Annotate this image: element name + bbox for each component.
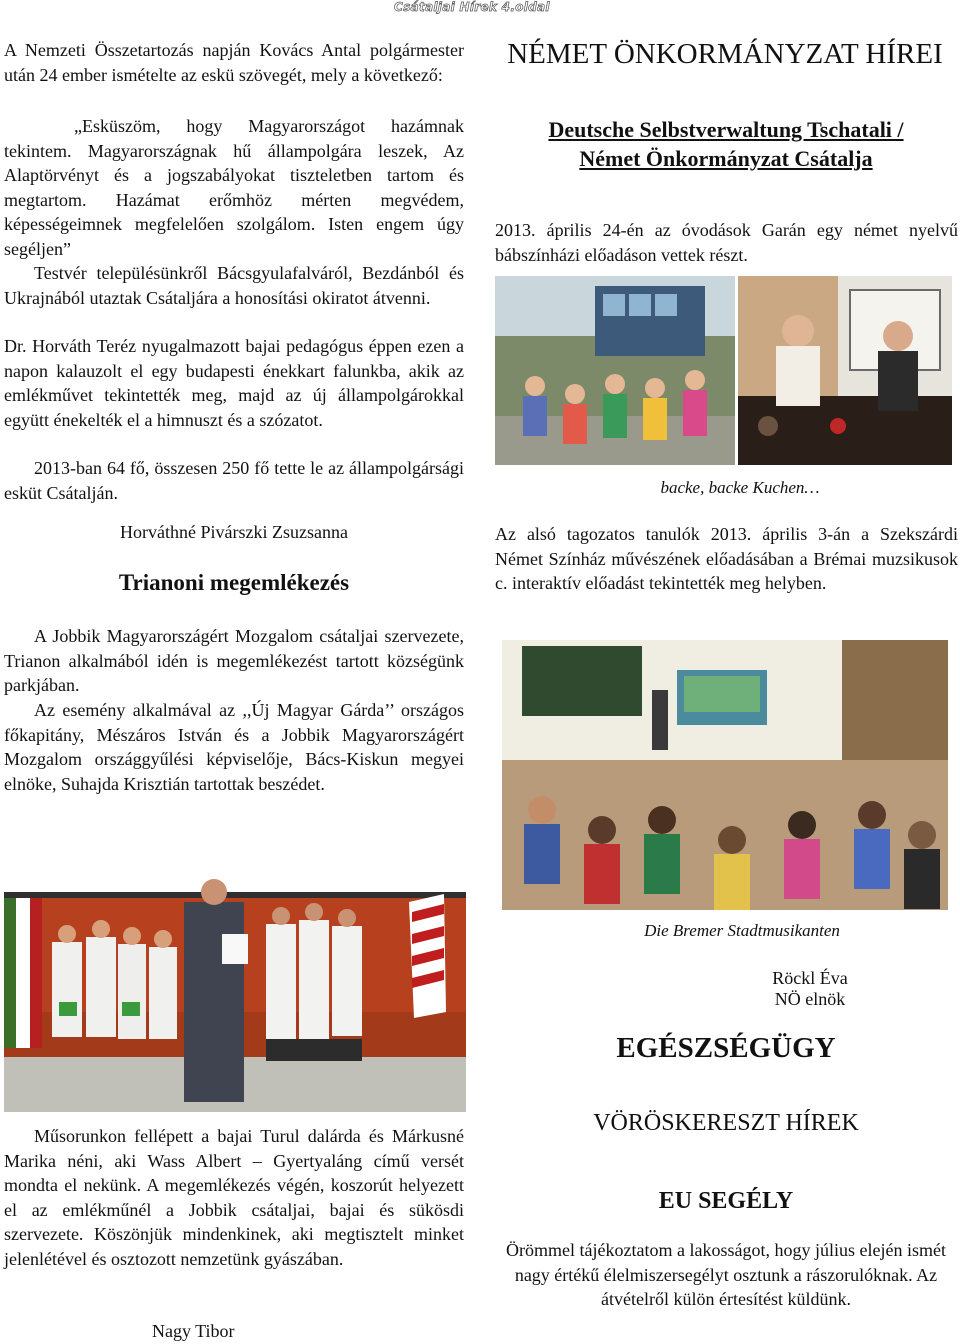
trianon-speakers-paragraph: Az esemény alkalmával az ,,Új Magyar Gárda’’ országos főkapitány, Mészáros István és a Jobbik Magyarországért Mozgalom országgyűlési képviselője, Bács-Kiskun megyei elnöke, Suhajda Krisztián tartottak beszédet.: [4, 700, 464, 794]
trianon-section-title: Trianoni megemlékezés: [118, 570, 350, 595]
choir-visit-paragraph: Dr. Horváth Teréz nyugalmazott bajai pedagógus éppen ezen a napon kalauzolt el egy budapesti énekkart falunkba, akik az emlékművet tekintették meg, majd az új állampolgárokkal együtt énekelték el a himnuszt és a szózatot.: [4, 336, 464, 430]
program-paragraph: Műsorunkon fellépett a bajai Turul dalárda és Márkusné Marika néni, aki Wass Albert – Gyertyaláng című versét mondta el nekünk. A megemlékezés végén, koszorút helyezett el az emlékműnél a Jobbik csátaljai, bajai és sükösdi szervezete. Köszönjük mindenkinek, aki megtisztelt minket jelenlétével és osztozott nemzetünk gyászában.: [4, 1126, 464, 1269]
classroom-photo-caption: Die Bremer Stadtmusikanten: [644, 921, 840, 940]
food-aid-paragraph: Örömmel tájékoztatom a lakosságot, hogy július elején ismét nagy értékű élelmiszersegélyt osztunk a rászorulóknak. Az átvételről külön értesítést küldünk.: [506, 1240, 946, 1309]
red-cross-section-title: VÖRÖSKERESZT HÍREK: [593, 1110, 859, 1136]
german-council-subtitle-2: Német Önkormányzat Csátalja: [579, 146, 873, 171]
german-council-title: NÉMET ÖNKORMÁNYZAT HÍREI: [507, 38, 943, 70]
puppet-show-photo: [738, 276, 952, 465]
classroom-performance-photo: [502, 640, 948, 910]
oath-intro-paragraph: A Nemzeti Összetartozás napján Kovács Antal polgármester után 24 ember ismételte az eskü szövegét, mely a következő:: [4, 40, 464, 85]
signature-name: Röckl Éva: [772, 968, 848, 988]
eu-aid-section-title: EU SEGÉLY: [658, 1188, 794, 1214]
bremen-musicians-paragraph: Az alsó tagozatos tanulók 2013. április 3-án a Szekszárdi Német Színház művészének előadásában a Brémai muzsikusok c. interaktív előadást tekintették meg helyben.: [495, 524, 958, 593]
german-council-subtitle-1: Deutsche Selbstverwaltung Tschatali /: [548, 117, 904, 142]
trianon-ceremony-photo: [4, 842, 466, 1112]
puppet-theatre-paragraph: 2013. április 24-én az óvodások Garán egy német nyelvű bábszínházi előadáson vettek részt.: [495, 220, 958, 265]
running-header: Csátaljai Hírek 4.oldal: [394, 0, 550, 14]
health-section-title: EGÉSZSÉGÜGY: [616, 1032, 836, 1064]
oath-text-paragraph: „Esküszöm, hogy Magyarországot hazámnak tekintem. Magyarországnak hű állampolgára leszek, Az Alaptörvényt és a jogszabályokat tiszteletben tartom és megtartom. Hazámat erőmhöz mérten megvédem, képességeimnek megfelelően szolgálom. Isten engem úgy segéljen”: [4, 116, 464, 259]
trianon-intro-paragraph: A Jobbik Magyarországért Mozgalom csátaljai szervezete, Trianon alkalmából idén is megemlékezést tartott községünk parkjában.: [4, 626, 464, 695]
kindergarten-children-photo: [495, 276, 735, 465]
author-nagy-tibor: Nagy Tibor: [152, 1321, 235, 1341]
citizenship-paragraph: Testvér településünkről Bácsgyulafalváról, Bezdánból és Ukrajnából utaztak Csátaljára a honosítási okiratot átvenni.: [4, 263, 464, 308]
oath-statistics-paragraph: 2013-ban 64 fő, összesen 250 fő tette le az állampolgársági esküt Csátalján.: [4, 458, 464, 503]
author-horvathne: Horváthné Pivárszki Zsuzsanna: [120, 522, 348, 542]
puppet-photo-caption: backe, backe Kuchen…: [660, 478, 820, 497]
signature-role: NÖ elnök: [774, 989, 846, 1009]
